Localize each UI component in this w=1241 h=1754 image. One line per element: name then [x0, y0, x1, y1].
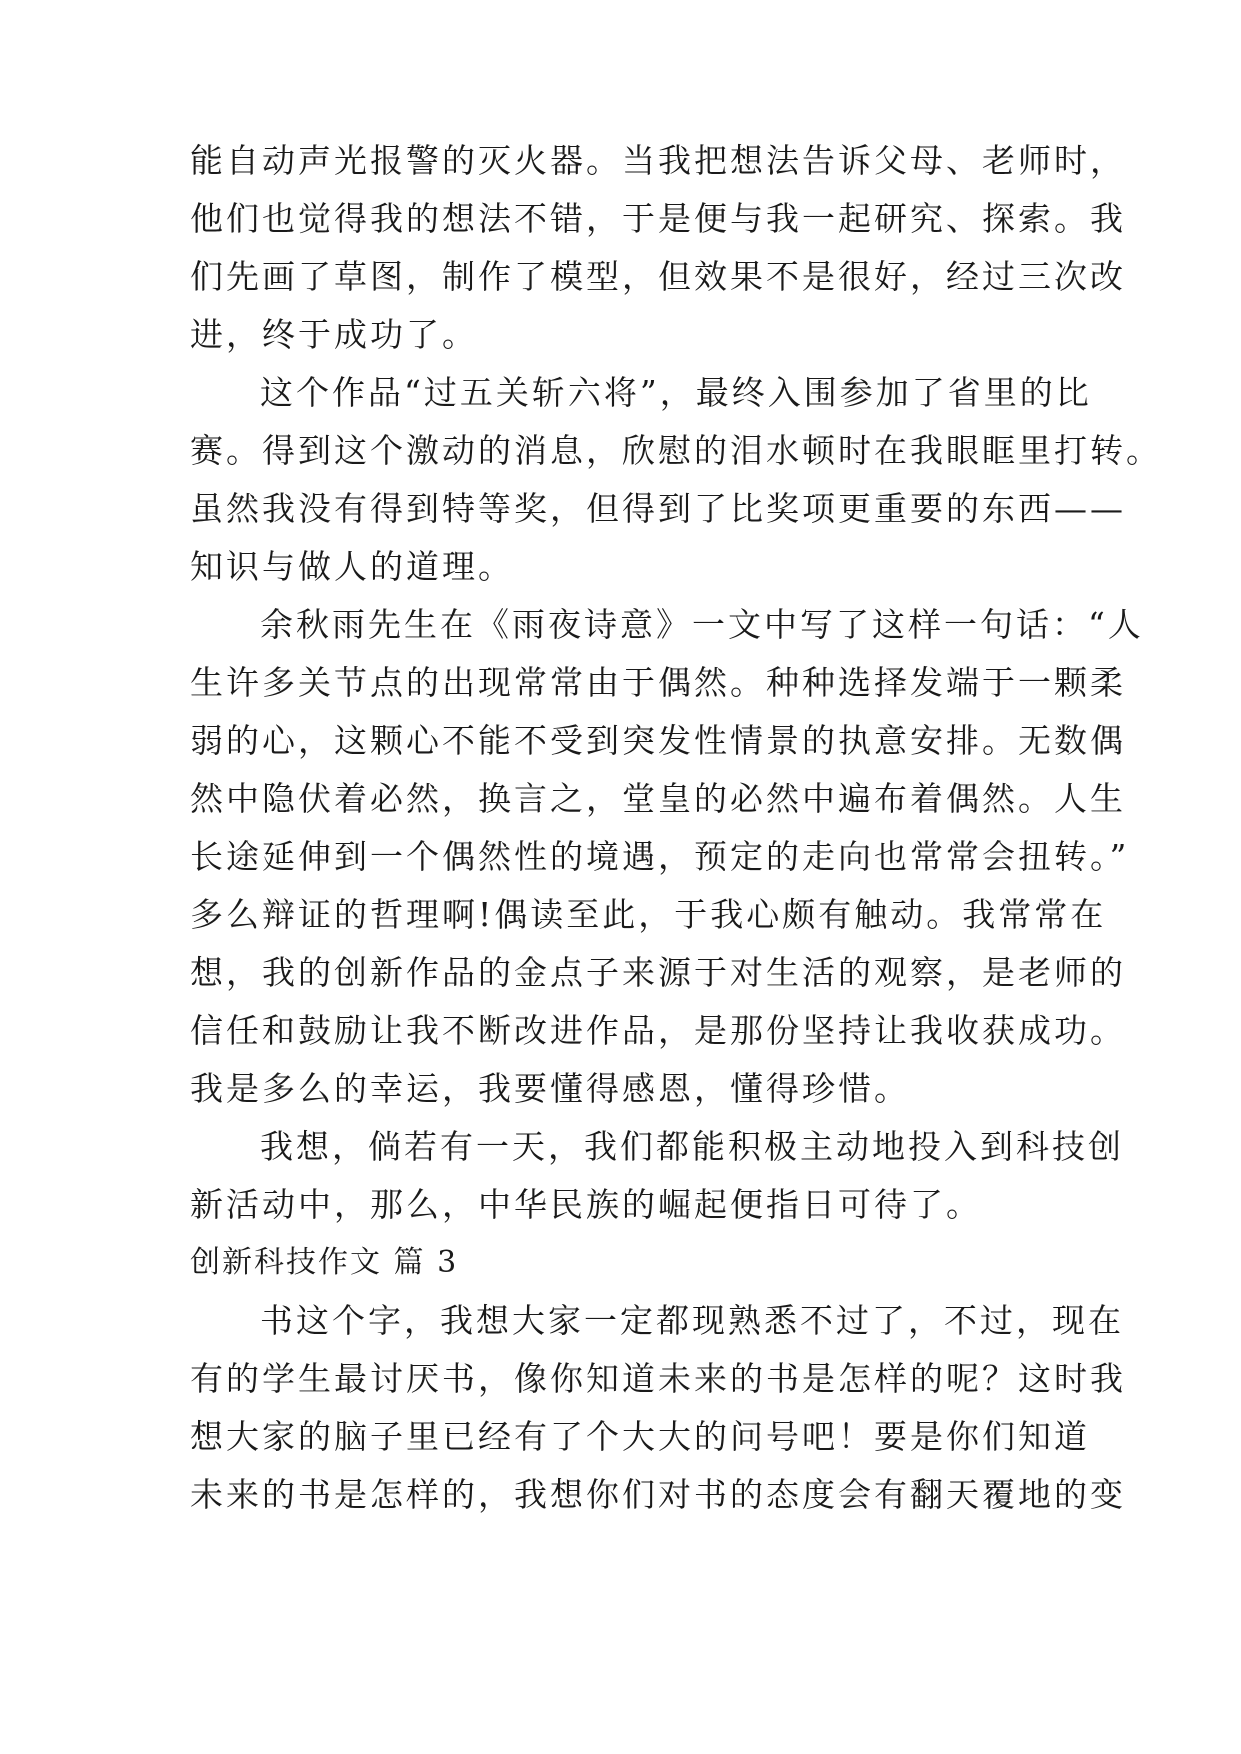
document-body	[190, 132, 1162, 1524]
text-line: 弱的心，这颗心不能不受到突发性情景的执意安排。无数偶	[190, 721, 1126, 760]
text-line: 长途延伸到一个偶然性的境遇，预定的走向也常常会扭转。”	[190, 837, 1130, 876]
text-line: 信任和鼓励让我不断改进作品，是那份坚持让我收获成功。	[190, 1011, 1126, 1050]
text-line: 想大家的脑子里已经有了个大大的问号吧！要是你们知道	[190, 1417, 1090, 1456]
text-line: 书这个字，我想大家一定都现熟悉不过了，不过，现在	[260, 1301, 1124, 1340]
section-title: 创新科技作文 篇 3	[190, 1245, 459, 1280]
text-line: 新活动中，那么，中华民族的崛起便指日可待了。	[190, 1185, 982, 1224]
paragraph	[190, 364, 1162, 596]
text-line: 虽然我没有得到特等奖，但得到了比奖项更重要的东西——	[190, 489, 1126, 528]
text-line: 有的学生最讨厌书，像你知道未来的书是怎样的呢？这时我	[190, 1359, 1126, 1398]
text-line: 我是多么的幸运，我要懂得感恩，懂得珍惜。	[190, 1069, 910, 1108]
text-line: 赛。得到这个激动的消息，欣慰的泪水顿时在我眼眶里打转。	[190, 431, 1162, 470]
text-line: 这个作品“过五关斩六将”，最终入围参加了省里的比	[260, 373, 1092, 412]
text-line: 生许多关节点的出现常常由于偶然。种种选择发端于一颗柔	[190, 663, 1126, 702]
paragraph	[190, 1292, 1126, 1524]
text-line: 他们也觉得我的想法不错，于是便与我一起研究、探索。我	[190, 199, 1126, 238]
text-line: 能自动声光报警的灭火器。当我把想法告诉父母、老师时，	[190, 141, 1126, 180]
paragraph	[190, 1118, 1124, 1234]
text-line: 知识与做人的道理。	[190, 547, 514, 586]
text-line: 然中隐伏着必然，换言之，堂皇的必然中遍布着偶然。人生	[190, 779, 1126, 818]
text-line: 们先画了草图，制作了模型，但效果不是很好，经过三次改	[190, 257, 1126, 296]
text-line: 多么辩证的哲理啊!偶读至此，于我心颇有触动。我常常在	[190, 895, 1107, 934]
text-line: 余秋雨先生在《雨夜诗意》一文中写了这样一句话：“人	[260, 605, 1144, 644]
paragraph	[190, 132, 1126, 364]
text-line: 进，终于成功了。	[190, 315, 478, 354]
text-line: 我想，倘若有一天，我们都能积极主动地投入到科技创	[260, 1127, 1124, 1166]
text-line: 想，我的创新作品的金点子来源于对生活的观察，是老师的	[190, 953, 1126, 992]
paragraph	[190, 596, 1144, 1118]
text-line: 未来的书是怎样的，我想你们对书的态度会有翻天覆地的变	[190, 1475, 1126, 1514]
